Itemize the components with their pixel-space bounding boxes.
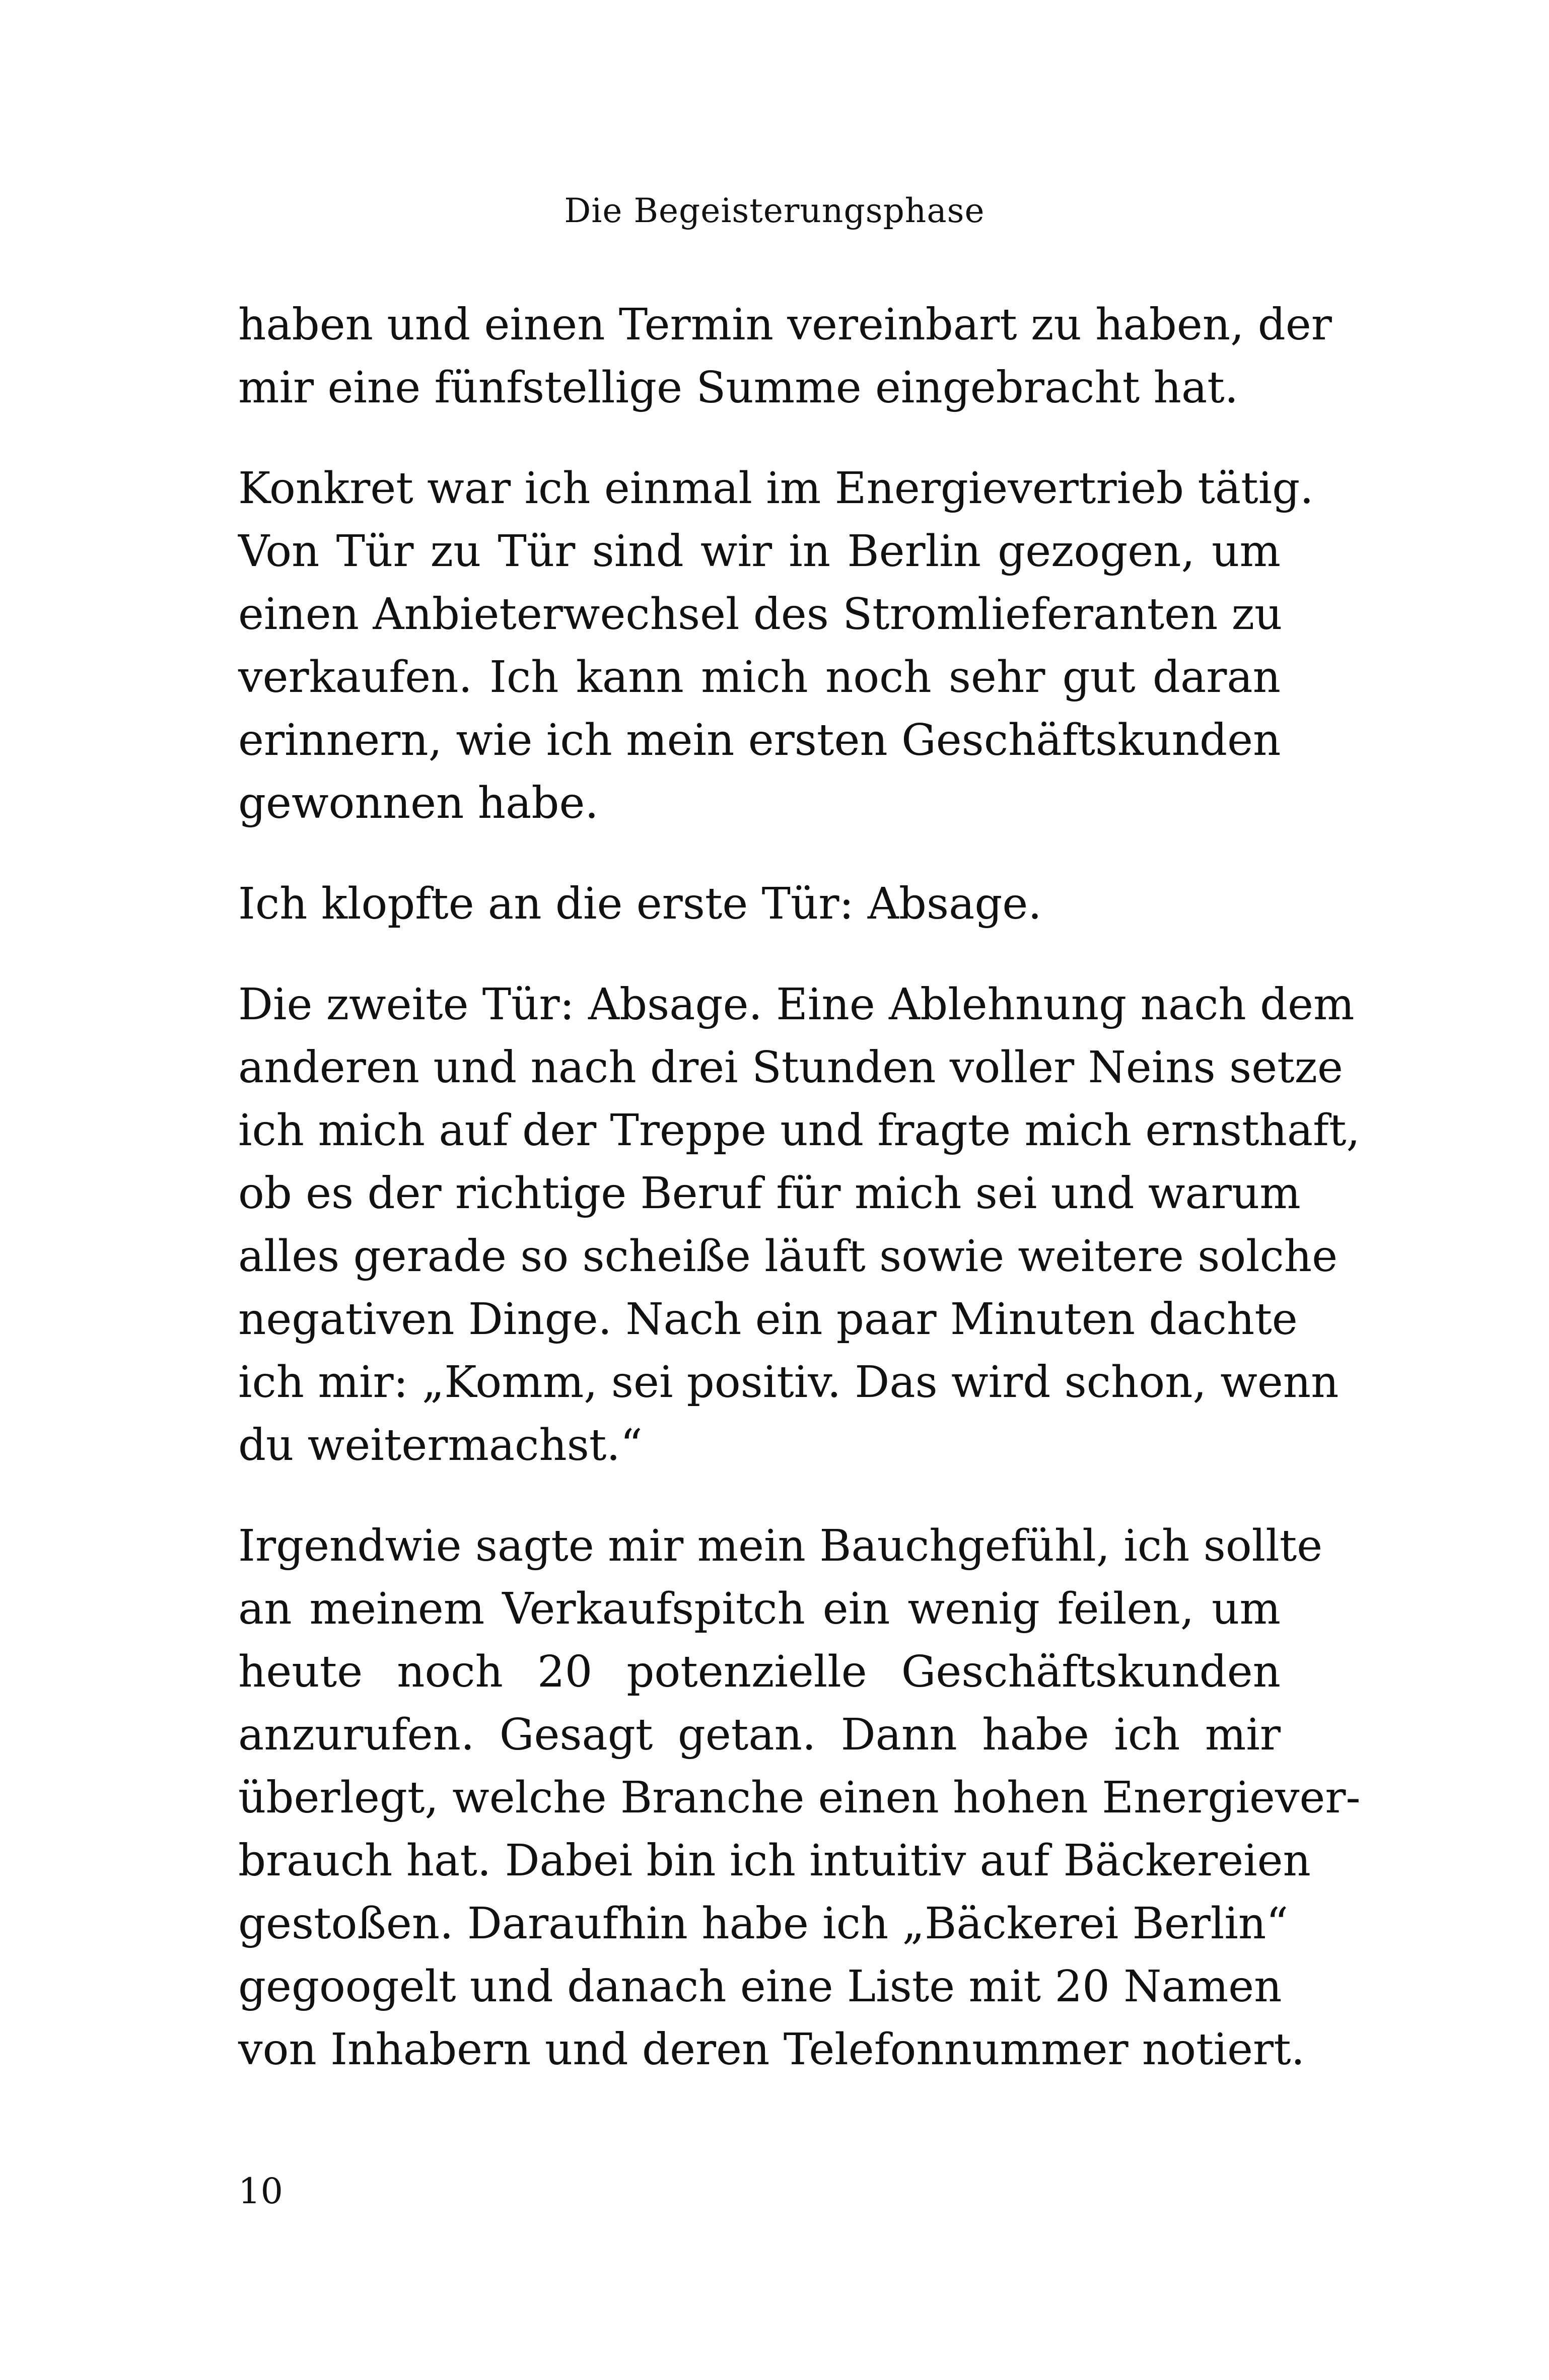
paragraph-1 (238, 294, 1332, 419)
text-line: Konkret war ich einmal im Energievertrieb tätig. (238, 463, 1314, 514)
text-line: heute noch 20 potenzielle Geschäftskunden (238, 1647, 1281, 1697)
text-line: Irgendwie sagte mir mein Bauchgefühl, ich sollte (238, 1521, 1323, 1571)
text-line: einen Anbieterwechsel des Stromlieferanten zu (238, 589, 1283, 640)
body-text (238, 294, 1361, 2119)
text-line: Ich klopfte an die erste Tür: Absage. (238, 879, 1042, 929)
text-line: ich mich auf der Treppe und fragte mich ernsthaft, (238, 1105, 1360, 1156)
text-line: anderen und nach drei Stunden voller Neins setze (238, 1042, 1343, 1093)
running-header: Die Begeisterungsphase (564, 191, 985, 230)
text-line: negativen Dinge. Nach ein paar Minuten dachte (238, 1294, 1298, 1345)
text-line: ich mir: „Komm, sei positiv. Das wird schon, wenn (238, 1357, 1339, 1408)
text-line: überlegt, welche Branche einen hohen Energiever- (238, 1773, 1361, 1823)
text-line: mir eine fünfstellige Summe eingebracht hat. (238, 363, 1239, 413)
text-line: anzurufen. Gesagt getan. Dann habe ich mir (238, 1710, 1281, 1760)
text-line: gegoogelt und danach eine Liste mit 20 Namen (238, 1962, 1282, 2012)
text-line: Die zweite Tür: Absage. Eine Ablehnung nach dem (238, 979, 1355, 1030)
text-line: erinnern, wie ich mein ersten Geschäftskunden (238, 715, 1281, 765)
text-line: verkaufen. Ich kann mich noch sehr gut daran (238, 652, 1281, 703)
text-line: an meinem Verkaufspitch ein wenig feilen, um (238, 1584, 1281, 1634)
text-line: ob es der richtige Beruf für mich sei und warum (238, 1168, 1301, 1219)
paragraph-5 (238, 1515, 1361, 2081)
paragraph-4 (238, 973, 1360, 1477)
text-line: alles gerade so scheiße läuft sowie weitere solche (238, 1231, 1338, 1282)
text-line: brauch hat. Dabei bin ich intuitiv auf Bäckereien (238, 1836, 1311, 1886)
text-line: haben und einen Termin vereinbart zu haben, der (238, 300, 1332, 350)
text-line: du weitermachst.“ (238, 1420, 643, 1471)
page-number: 10 (238, 2171, 284, 2212)
text-line: Von Tür zu Tür sind wir in Berlin gezogen, um (238, 526, 1281, 577)
text-line: von Inhabern und deren Telefonnummer notiert. (238, 2024, 1305, 2075)
text-line: gewonnen habe. (238, 778, 599, 828)
paragraph-2 (238, 457, 1314, 835)
text-line: gestoßen. Daraufhin habe ich „Bäckerei Berlin“ (238, 1899, 1289, 1949)
paragraph-3 (238, 873, 1281, 936)
